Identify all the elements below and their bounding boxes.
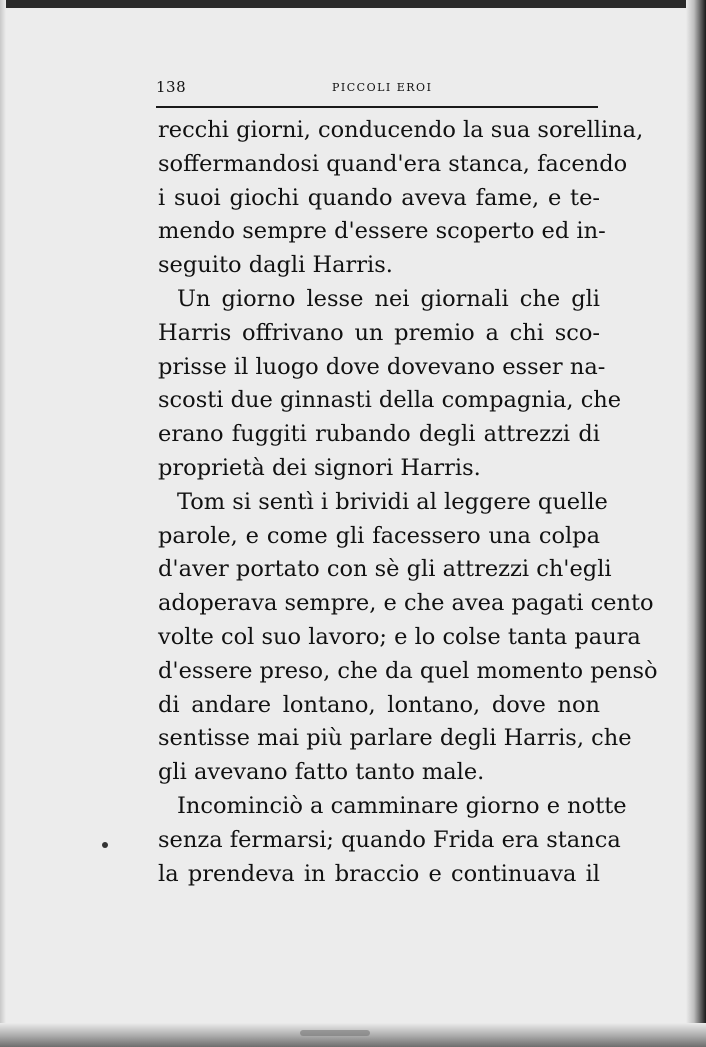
page-header xyxy=(156,76,598,100)
text-line: erano fuggiti rubando degli attrezzi di xyxy=(158,421,600,448)
text-line: mendo sempre d'essere scoperto ed in- xyxy=(158,218,606,245)
text-line: senza fermarsi; quando Frida era stanca xyxy=(158,826,621,853)
scan-smudge xyxy=(300,1030,370,1036)
running-head: PICCOLI EROI xyxy=(332,81,433,94)
text-line: sentisse mai più parlare degli Harris, che xyxy=(158,725,632,752)
header-rule xyxy=(156,106,598,108)
text-line: Incominciò a camminare giorno e notte xyxy=(177,792,627,819)
scan-edge-right xyxy=(686,0,706,1047)
text-line: scosti due ginnasti della compagnia, che xyxy=(158,387,622,414)
text-line: recchi giorni, conducendo la sua sorellina, xyxy=(158,117,644,143)
text-line: di andare lontano, lontano, dove non xyxy=(158,691,600,718)
text-line: seguito dagli Harris. xyxy=(158,252,393,279)
scan-edge-top xyxy=(0,0,706,8)
text-line: la prendeva in braccio e continuava il xyxy=(158,860,600,887)
text-line: parole, e come gli facessero una colpa xyxy=(158,522,600,549)
text-line: i suoi giochi quando aveva fame, e te- xyxy=(158,184,600,211)
text-line: Un giorno lesse nei giornali che gli xyxy=(177,285,600,312)
text-line: d'aver portato con sè gli attrezzi ch'egli xyxy=(158,556,612,583)
text-line: proprietà dei signori Harris. xyxy=(158,454,481,481)
text-line: d'essere preso, che da quel momento pensò xyxy=(158,657,658,684)
text-line: Harris offrivano un premio a chi sco- xyxy=(158,319,600,346)
ink-speck xyxy=(102,842,108,848)
text-line: volte col suo lavoro; e lo colse tanta paura xyxy=(158,623,641,650)
page-number: 138 xyxy=(156,78,187,96)
body-text xyxy=(158,114,658,891)
scan-edge-left xyxy=(0,0,6,1047)
text-line: adoperava sempre, e che avea pagati cento xyxy=(158,590,654,617)
text-line: soffermandosi quand'era stanca, facendo xyxy=(158,150,628,177)
text-line: gli avevano fatto tanto male. xyxy=(158,759,485,786)
text-line: Tom si sentì i brividi al leggere quelle xyxy=(177,488,608,515)
text-line: prisse il luogo dove dovevano esser na- xyxy=(158,353,606,380)
